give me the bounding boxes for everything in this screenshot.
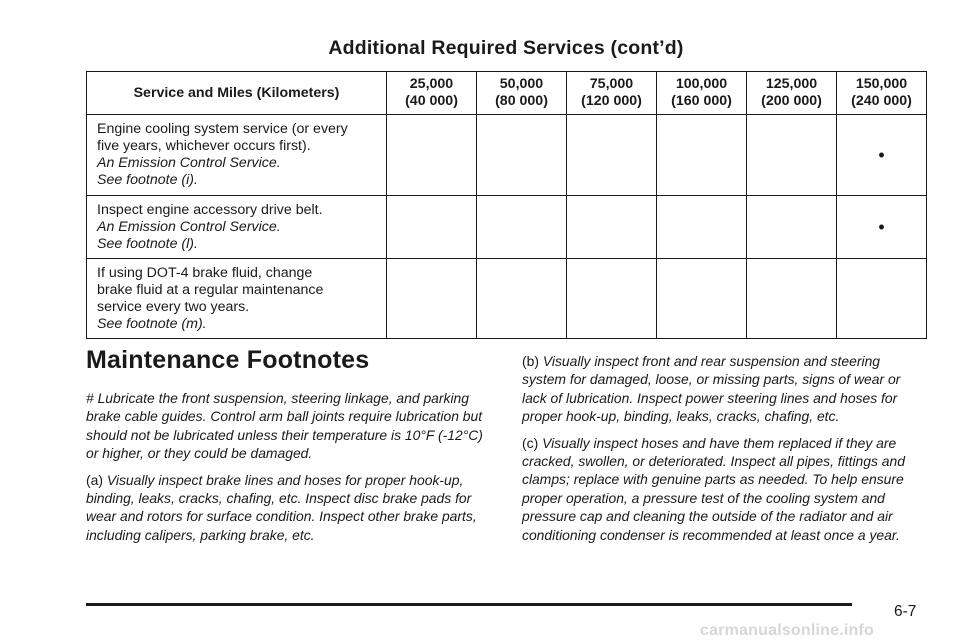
interval-column-header (747, 72, 837, 115)
interval-miles: 75,000 (589, 76, 634, 92)
service-description (87, 115, 387, 196)
footnote-label: (b) (522, 353, 543, 369)
footnotes-right-column (522, 352, 927, 552)
interval-km: (160 000) (671, 93, 732, 109)
interval-km: (200 000) (761, 93, 822, 109)
footnote-hash: # Lubricate the front suspension, steering linkage, and parking brake cable guides. Control arm ball joints require lubrication but should not be lubricated unless their temperature is 10°F (-12°C) or higher, or they could be damaged. (86, 390, 483, 462)
service-note-line: See footnote (i). (97, 172, 198, 188)
service-text-line: If using DOT-4 brake fluid, change (97, 264, 313, 281)
service-description (87, 259, 387, 339)
service-text-line: Engine cooling system service (or every (97, 121, 348, 137)
interval-cell (837, 259, 927, 339)
table-title: Additional Required Services (cont’d) (328, 37, 684, 59)
service-note-line: An Emission Control Service. (97, 218, 281, 235)
table-row (87, 196, 927, 259)
interval-cell (657, 196, 747, 259)
interval-km: (80 000) (495, 93, 548, 109)
interval-km: (40 000) (405, 93, 458, 109)
interval-km: (120 000) (581, 93, 642, 109)
footer-rule (86, 603, 852, 606)
watermark: carmanualsonline.info (700, 622, 875, 639)
interval-column-header (567, 72, 657, 115)
interval-cell (477, 259, 567, 339)
interval-miles: 125,000 (765, 76, 818, 92)
interval-cell (387, 259, 477, 339)
service-text-line: brake fluid at a regular maintenance (97, 281, 324, 298)
interval-cell (387, 115, 477, 196)
interval-cell (567, 259, 657, 339)
service-text-line: Inspect engine accessory drive belt. (97, 201, 323, 218)
interval-column-header (387, 72, 477, 115)
table-header-row (87, 72, 927, 115)
interval-cell (747, 196, 837, 259)
footnote-b (522, 352, 927, 426)
service-note-line: See footnote (l). (97, 235, 198, 252)
interval-cell (567, 196, 657, 259)
table-row (87, 115, 927, 196)
service-note-line: See footnote (m). (97, 315, 207, 332)
interval-cell (657, 259, 747, 339)
footnotes-heading: Maintenance Footnotes (86, 346, 370, 374)
interval-column-header (837, 72, 927, 115)
interval-miles: 50,000 (499, 76, 544, 92)
interval-column-header (477, 72, 567, 115)
page-number: 6-7 (894, 603, 917, 620)
interval-km: (240 000) (851, 93, 912, 109)
interval-miles: 150,000 (855, 76, 908, 92)
interval-cell (747, 259, 837, 339)
interval-cell (657, 115, 747, 196)
interval-miles: 100,000 (675, 76, 728, 92)
table-row (87, 259, 927, 339)
interval-cell (477, 196, 567, 259)
footnote-a (86, 471, 486, 545)
interval-cell (567, 115, 657, 196)
footnotes-left-column (86, 389, 486, 552)
footnote-text: Visually inspect front and rear suspension and steering system for damaged, loose, or missing parts, signs of wear or lack of lubrication. Inspect power steering lines and hoses for proper hook-up, binding, leaks, cracks, chafing, etc. (522, 353, 901, 425)
interval-cell (747, 115, 837, 196)
footnote-text: Visually inspect hoses and have them replaced if they are cracked, swollen, or deteriorated. Inspect all pipes, fittings and clamps; replace with genuine parts as needed. To help ensure proper operation, a pressure test of the cooling system and pressure cap and cleaning the outside of the radiator and air conditioning condenser is recommended at least once a year. (522, 434, 905, 543)
service-text-line: service every two years. (97, 298, 250, 315)
footnote-c (522, 434, 927, 544)
service-bullet: • (837, 196, 927, 259)
interval-cell (477, 115, 567, 196)
interval-miles: 25,000 (409, 76, 454, 92)
service-text-line: five years, whichever occurs first). (97, 138, 311, 154)
service-bullet: • (837, 115, 927, 196)
footnote-label: (a) (86, 471, 107, 488)
footnote-label: (c) (522, 434, 543, 451)
service-note-line: An Emission Control Service. (97, 155, 281, 171)
interval-cell (387, 196, 477, 259)
service-description (87, 196, 387, 259)
interval-column-header (657, 72, 747, 115)
footnote-text: Visually inspect brake lines and hoses for proper hook-up, binding, leaks, cracks, chafing, etc. Inspect disc brake pads for wear and rotors for surface condition. Inspect other brake parts, including calipers, parking brake, etc. (86, 471, 477, 543)
maintenance-table (86, 71, 927, 339)
service-column-header: Service and Miles (Kilometers) (87, 72, 387, 115)
